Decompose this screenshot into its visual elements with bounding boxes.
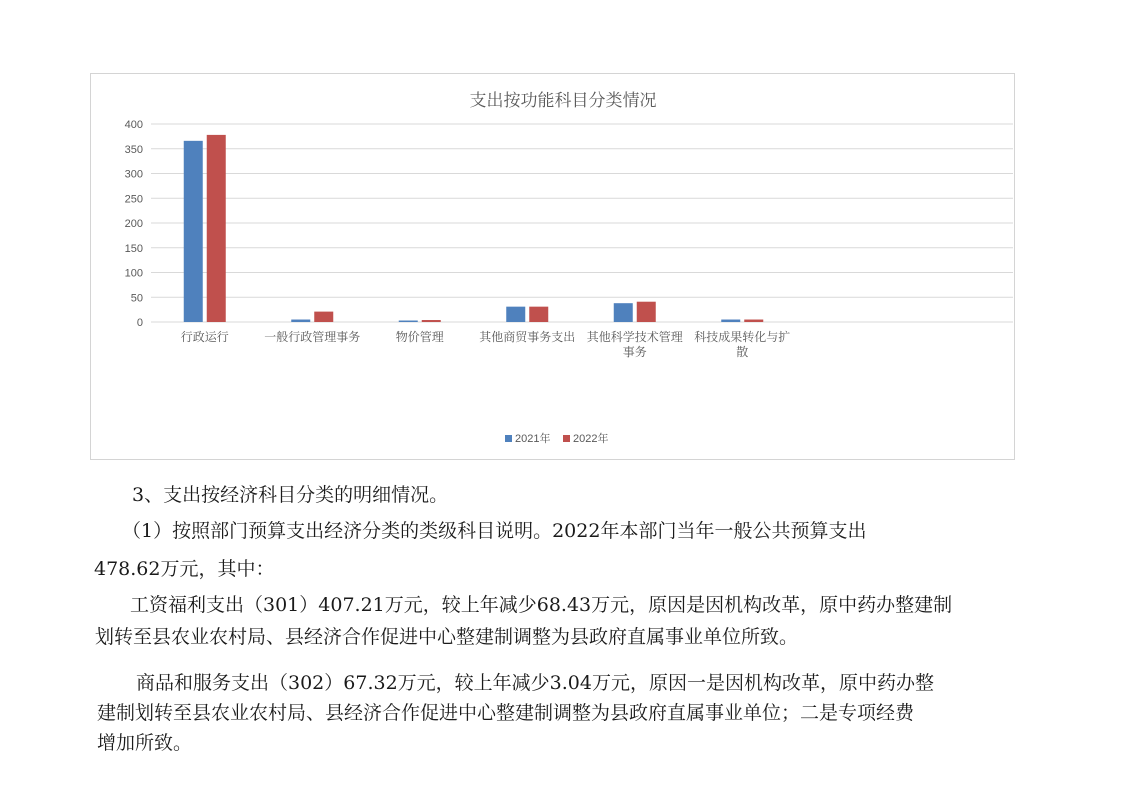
- legend-swatch: [505, 435, 512, 442]
- paragraph-3-line-2: 建制划转至县农业农村局、县经济合作促进中心整建制调整为县政府直属事业单位；二是专项经费: [97, 702, 915, 724]
- bar-series-2: [422, 320, 441, 322]
- bar-series-1: [291, 320, 310, 322]
- x-tick-label: 行政运行: [180, 330, 229, 344]
- section-heading: 3、支出按经济科目分类的明细情况。: [132, 484, 449, 506]
- bar-series-1: [614, 303, 633, 322]
- paragraph-1-line-1: （1）按照部门预算支出经济分类的类级科目说明。2022年本部门当年一般公共预算支出: [122, 520, 867, 542]
- y-tick-label: 150: [124, 242, 143, 255]
- x-tick-label: 事务: [622, 345, 647, 359]
- y-tick-label: 350: [124, 143, 143, 156]
- bar-chart: [91, 74, 1016, 461]
- chart-container: [90, 73, 1015, 460]
- paragraph-1-line-2: 478.62万元，其中：: [94, 558, 275, 580]
- y-tick-label: 50: [130, 292, 143, 305]
- y-tick-label: 300: [124, 168, 143, 181]
- y-tick-label: 250: [124, 193, 143, 206]
- bar-series-1: [184, 141, 203, 322]
- x-tick-label: 物价管理: [395, 330, 444, 344]
- bar-series-2: [207, 135, 226, 322]
- x-tick-label: 其他商贸事务支出: [479, 330, 576, 344]
- bar-series-2: [529, 307, 548, 322]
- bar-series-2: [314, 312, 333, 322]
- legend-label: 2021年: [515, 433, 551, 445]
- paragraph-3-line-3: 增加所致。: [97, 732, 193, 754]
- bar-series-2: [744, 320, 763, 322]
- x-tick-label: 其他科学技术管理: [586, 330, 683, 344]
- legend-label: 2022年: [573, 433, 609, 445]
- y-tick-label: 100: [124, 267, 143, 280]
- x-tick-label: 散: [736, 345, 749, 359]
- x-tick-label: 一般行政管理事务: [264, 330, 361, 344]
- paragraph-2-line-2: 划转至县农业农村局、县经济合作促进中心整建制调整为县政府直属事业单位所致。: [95, 626, 799, 648]
- paragraph-2-line-1: 工资福利支出（301）407.21万元，较上年减少68.43万元，原因是因机构改革，原中药办整建制: [130, 594, 953, 616]
- chart-title: 支出按功能科目分类情况: [469, 91, 657, 111]
- bar-series-2: [637, 302, 656, 322]
- bar-series-1: [721, 320, 740, 322]
- y-tick-label: 200: [124, 218, 143, 230]
- x-tick-label: 科技成果转化与扩: [694, 330, 791, 344]
- legend-swatch: [563, 435, 570, 442]
- bar-series-1: [399, 321, 418, 322]
- paragraph-3-line-1: 商品和服务支出（302）67.32万元，较上年减少3.04万元，原因一是因机构改革，原中药办整: [136, 672, 934, 694]
- bar-series-1: [506, 307, 525, 322]
- y-tick-label: 400: [124, 119, 143, 131]
- y-tick-label: 0: [136, 317, 143, 329]
